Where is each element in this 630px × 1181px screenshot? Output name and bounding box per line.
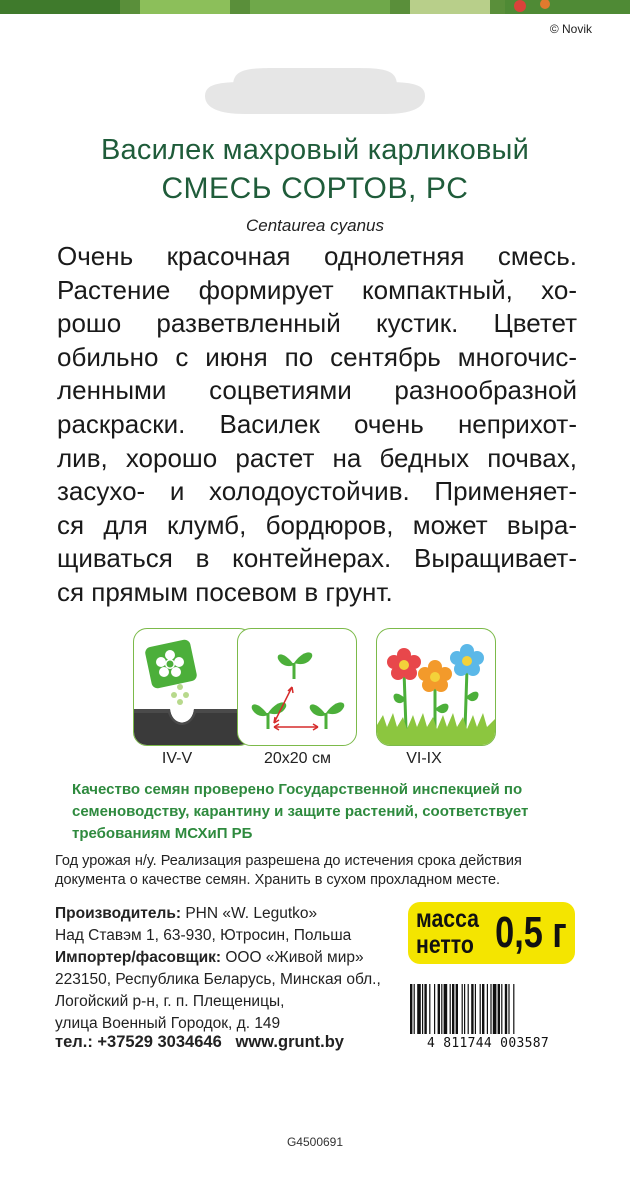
quality-statement xyxy=(72,779,572,845)
copyright-note: © Novik xyxy=(549,22,592,36)
spacing-icon xyxy=(237,628,357,746)
phone-number: тел.: +37529 3034646 xyxy=(55,1033,222,1051)
weight-label-net: нетто xyxy=(416,931,474,959)
weight-label-mass: масса xyxy=(416,905,479,933)
description-line: рошо разветвленный кустик. Цветет xyxy=(57,308,577,339)
product-code: G4500691 xyxy=(286,1135,344,1149)
quality-line: семеноводству, карантину и защите растений, соответствует xyxy=(72,803,529,820)
description-line: щиваться в контейнерах. Выращивает- xyxy=(57,543,577,574)
harvest-info xyxy=(55,852,575,890)
description-line: Очень красочная однолетняя смесь. xyxy=(57,241,577,271)
product-title: Василек махровый карликовый xyxy=(101,134,529,166)
sowing-period-label: IV-V xyxy=(161,750,193,767)
harvest-line: документа о качестве семян. Хранить в сухом прохладном месте. xyxy=(55,872,501,888)
contact-info xyxy=(55,1033,344,1052)
product-variety: СМЕСЬ СОРТОВ, РС xyxy=(161,172,469,205)
latin-name: Centaurea cyanus xyxy=(246,216,384,235)
quality-line: требованиям МСХиП РБ xyxy=(72,825,253,842)
quality-line: Качество семян проверено Государственной инспекцией по xyxy=(72,781,523,798)
importer-address-line: улица Военный Городок, д. 149 xyxy=(55,1015,281,1032)
flowering-period-label: VI-IX xyxy=(406,750,442,767)
top-photo-strip xyxy=(0,0,630,14)
weight-value: 0,5 г xyxy=(495,908,567,957)
barcode xyxy=(402,984,574,1056)
net-weight-badge xyxy=(408,902,575,964)
importer-name: ООО «Живой мир» xyxy=(225,949,364,966)
description xyxy=(57,240,577,610)
producer-name: PHN «W. Legutko» xyxy=(185,905,318,922)
description-line: засухо- и холодоустойчив. Применяет- xyxy=(57,476,577,507)
description-line: ся прямым посевом в грунт. xyxy=(57,576,393,607)
producer-label: Производитель: xyxy=(55,905,182,922)
flowering-icon xyxy=(376,628,496,746)
sowing-icon xyxy=(133,628,253,746)
pouch-tab xyxy=(205,56,425,118)
importer-address-line: 223150, Республика Беларусь, Минская обл., xyxy=(55,971,381,988)
harvest-line: Год урожая н/у. Реализация разрешена до истечения срока действия xyxy=(55,853,522,869)
description-line: Растение формирует компактный, хо- xyxy=(57,274,577,305)
barcode-bars xyxy=(402,984,574,1040)
importer-label: Импортер/фасовщик: xyxy=(55,949,222,966)
description-line: обильно с июня по сентябрь многочис- xyxy=(57,341,577,372)
importer-address-line: Логойский р-н, г. п. Плещеницы, xyxy=(55,993,285,1010)
description-line: ленными соцветиями разнообразной xyxy=(57,375,577,406)
description-line: раскраски. Василек очень неприхот- xyxy=(57,408,577,439)
manufacturer-info xyxy=(55,903,381,1035)
barcode-number: 4 811744 003587 xyxy=(427,1036,549,1051)
website-link[interactable]: www.grunt.by xyxy=(235,1033,344,1051)
producer-address: Над Ставэм 1, 63-930, Ютросин, Польша xyxy=(55,927,352,944)
description-line: ся для клумб, бордюров, может выра- xyxy=(57,509,577,540)
spacing-label: 20x20 см xyxy=(263,750,332,767)
description-line: лив, хорошо растет на бедных почвах, xyxy=(57,442,577,473)
